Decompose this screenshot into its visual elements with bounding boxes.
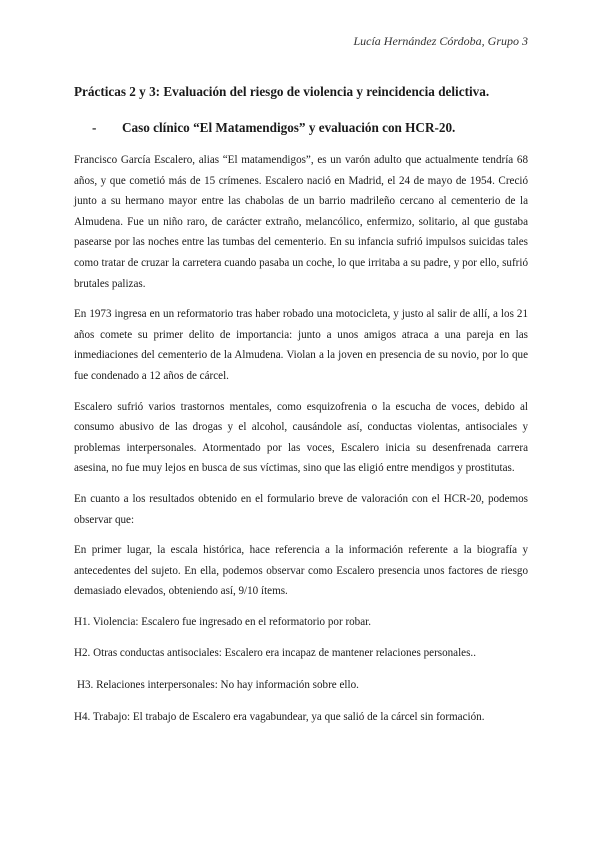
paragraph-biography: Francisco García Escalero, alias “El matamendigos”, es un varón adulto que actualmente tendría 68 años, y que cometió más de 15 crímenes. Escalero nació en Madrid, el 24 de mayo de 1954. Creció junto a su hermano mayor entre las chabolas de un barrio madrileño cercano al cementerio de la Almudena. Fue un niño raro, de carácter extraño, melancólico, enfermizo, solitario, al que gustaba pasearse por las noches entre las tumbas del cementerio. En su infancia sufrió impulsos suicidas tales como tratar de cruzar la carretera cuando pasaba un coche, lo que irritaba a su padre, y por ello, sufrió brutales palizas. [74,154,528,290]
item-h1: H1. Violencia: Escalero fue ingresado en el reformatorio por robar. [74,615,372,628]
item-h2: H2. Otras conductas antisociales: Escalero era incapaz de mantener relaciones personales.. [74,647,476,660]
paragraph-hcr20-intro: En cuanto a los resultados obtenido en el formulario breve de valoración con el HCR-20, podemos observar que: [74,492,528,526]
item-h3: H3. Relaciones interpersonales: No hay información sobre ello. [77,679,359,692]
paragraph-disorders: Escalero sufrió varios trastornos mentales, como esquizofrenia o la escucha de voces, debido al consumo abusivo de las drogas y el alcohol, causándole así, conductas violentas, antisociales y problemas interpersonales. Atormentado por las voces, Escalero inicia su desenfrenada carrera asesina, no fue muy lejos en busca de sus víctimas, sino que las eligió entre mendigos y prostitutas. [74,400,528,475]
paragraph-historical-scale: En primer lugar, la escala histórica, hace referencia a la información referente a la biografía y antecedentes del sujeto. En ella, podemos observar como Escalero presencia unos factores de riesgo demasiado elevados, obteniendo así, 9/10 ítems. [74,544,528,598]
bullet-dash: - [92,120,97,135]
paragraph-reformatory: En 1973 ingresa en un reformatorio tras haber robado una motocicleta, y justo al salir de allí, a los 21 años comete su primer delito de importancia: junto a unos amigos atraca a una pareja en las inmediaciones del cementerio de la Almudena. Violan a la joven en presencia de su novio, por lo que fue condenado a 12 años de cárcel. [74,308,528,382]
document-title: Prácticas 2 y 3: Evaluación del riesgo de violencia y reincidencia delictiva. [74,84,490,99]
section-subtitle [92,120,532,136]
subtitle-text: Caso clínico “El Matamendigos” y evaluación con HCR-20. [122,120,456,135]
page-header-author: Lucía Hernández Córdoba, Grupo 3 [353,34,528,48]
document-body [74,150,528,738]
item-h4: H4. Trabajo: El trabajo de Escalero era vagabundear, ya que salió de la cárcel sin formación. [74,710,485,723]
